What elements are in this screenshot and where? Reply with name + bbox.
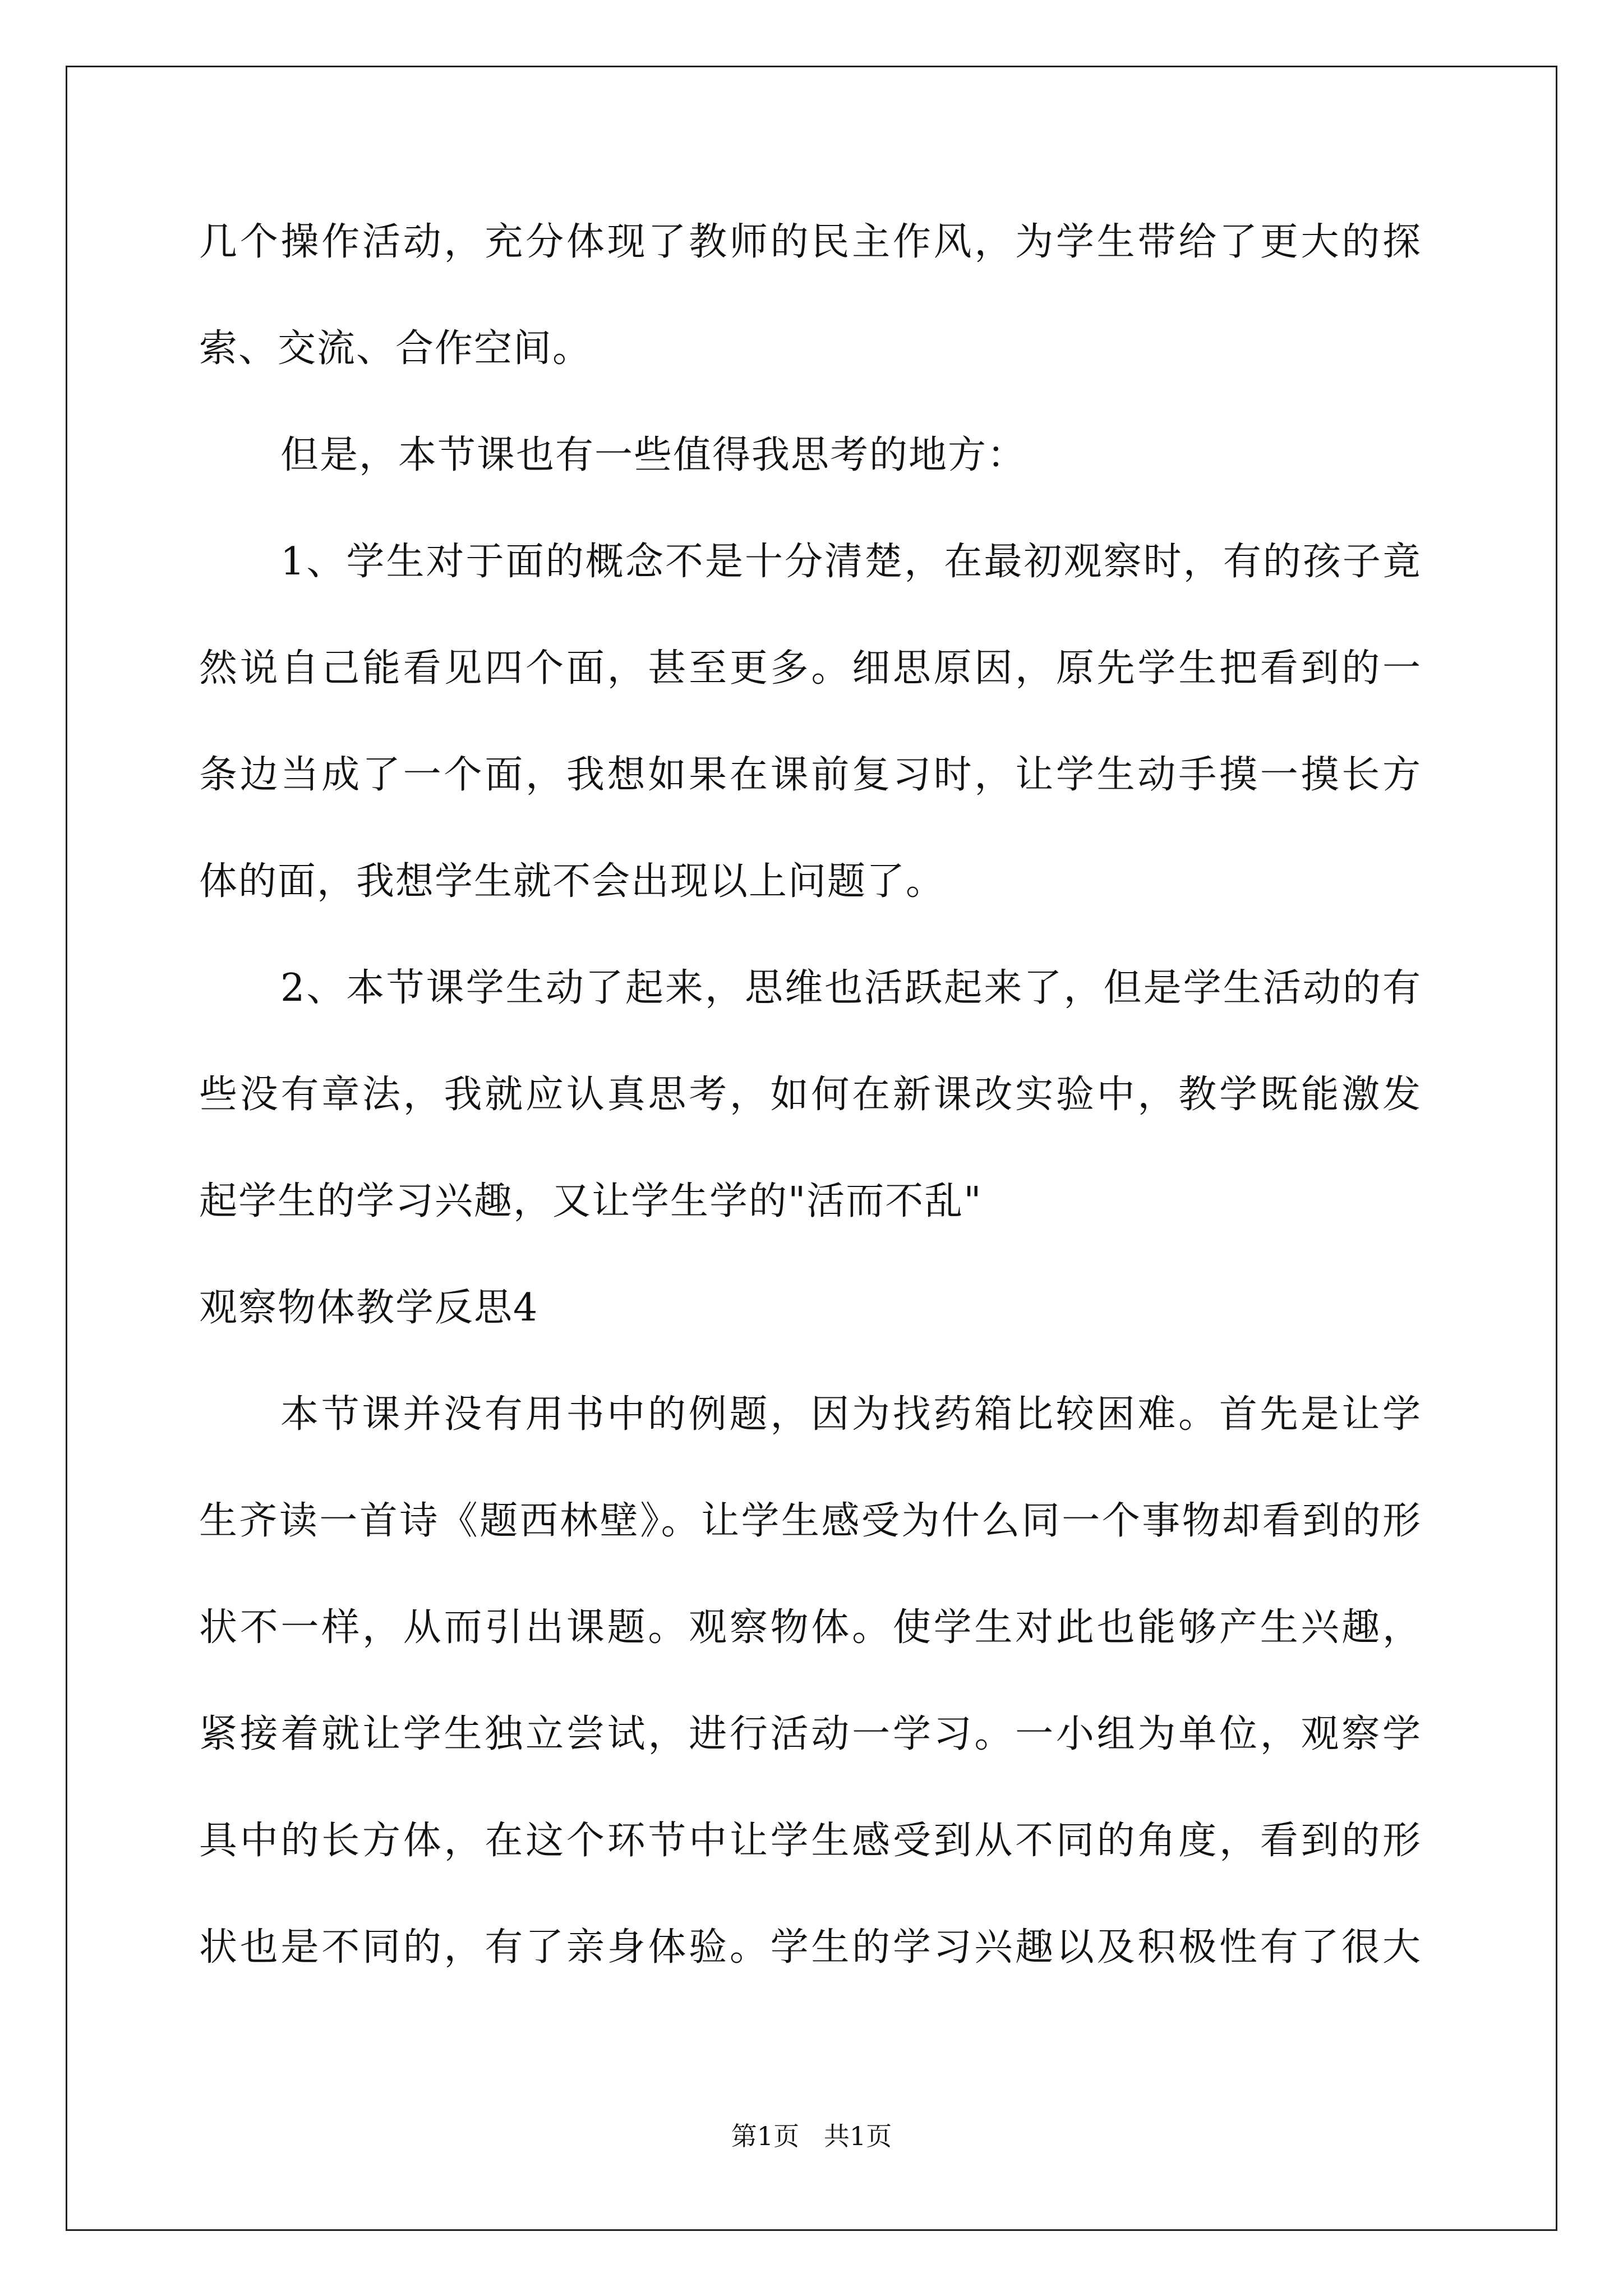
body-line: 1、学生对于面的概念不是十分清楚，在最初观察时，有的孩子竟 (280, 540, 1422, 584)
body-line: 但是，本节课也有一些值得我思考的地方： (280, 433, 1027, 477)
body-line: 状不一样，从而引出课题。观察物体。使学生对此也能够产生兴趣， (199, 1605, 1422, 1650)
document-body (199, 220, 1422, 1970)
section-heading: 观察物体教学反思4 (199, 1286, 539, 1330)
body-line: 本节课并没有用书中的例题，因为找药箱比较困难。首先是让学 (280, 1392, 1422, 1437)
body-line: 状也是不同的，有了亲身体验。学生的学习兴趣以及积极性有了很大 (199, 1925, 1422, 1970)
body-line: 条边当成了一个面，我想如果在课前复习时，让学生动手摸一摸长方 (199, 753, 1422, 797)
body-line: 具中的长方体，在这个环节中让学生感受到从不同的角度，看到的形 (199, 1819, 1422, 1863)
body-line: 2、本节课学生动了起来，思维也活跃起来了，但是学生活动的有 (280, 966, 1422, 1010)
page-number-footer: 第1页 共1页 (731, 2121, 892, 2151)
body-line: 体的面，我想学生就不会出现以上问题了。 (199, 859, 946, 904)
body-line: 然说自己能看见四个面，甚至更多。细思原因，原先学生把看到的一 (199, 646, 1422, 691)
body-line: 紧接着就让学生独立尝试，进行活动一学习。一小组为单位，观察学 (199, 1712, 1422, 1756)
body-line: 索、交流、合作空间。 (199, 326, 592, 371)
body-line: 生齐读一首诗《题西林壁》。让学生感受为什么同一个事物却看到的形 (199, 1499, 1422, 1543)
body-line: 几个操作活动，充分体现了教师的民主作风，为学生带给了更大的探 (199, 220, 1422, 264)
body-line: 起学生的学习兴趣，又让学生学的"活而不乱" (199, 1179, 983, 1223)
body-line: 些没有章法，我就应认真思考，如何在新课改实验中，教学既能激发 (199, 1073, 1422, 1117)
